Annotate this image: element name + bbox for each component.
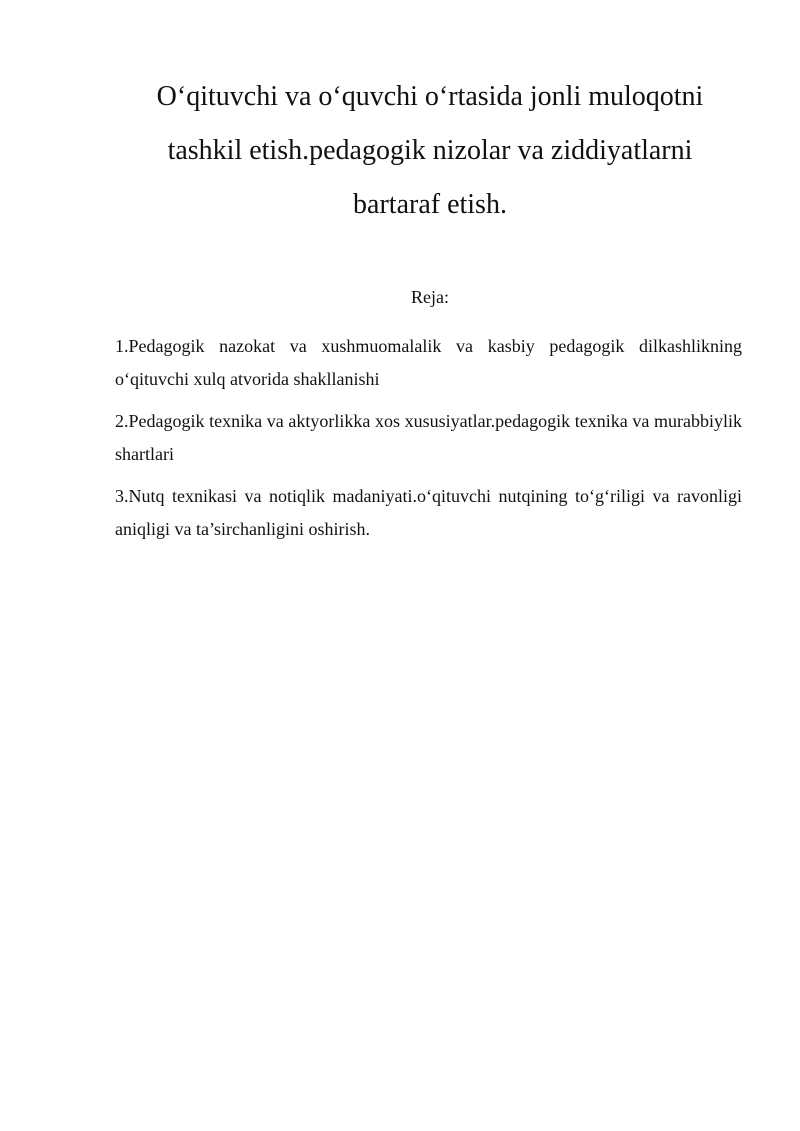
document-title: [115, 70, 745, 232]
plan-list: [115, 330, 742, 555]
plan-heading: Reja:: [411, 287, 449, 307]
plan-item-3: 3.Nutq texnikasi va notiqlik madaniyati.o‘qituvchi nutqining to‘g‘riligi va ravonligi aniqligi va ta’sirchanligini oshirish.: [115, 486, 742, 539]
title-line: tashkil etish.pedagogik nizolar va ziddiyatlarni: [167, 135, 693, 166]
title-line: O‘qituvchi va o‘quvchi o‘rtasida jonli muloqotni: [156, 81, 704, 112]
title-line: bartaraf etish.: [353, 189, 507, 220]
plan-item-1: 1.Pedagogik nazokat va xushmuomalalik va kasbiy pedagogik dilkashlikning o‘qituvchi xulq atvorida shakllanishi: [115, 336, 742, 389]
plan-item-2: 2.Pedagogik texnika va aktyorlikka xos xususiyatlar.pedagogik texnika va murabbiylik shartlari: [115, 411, 742, 464]
